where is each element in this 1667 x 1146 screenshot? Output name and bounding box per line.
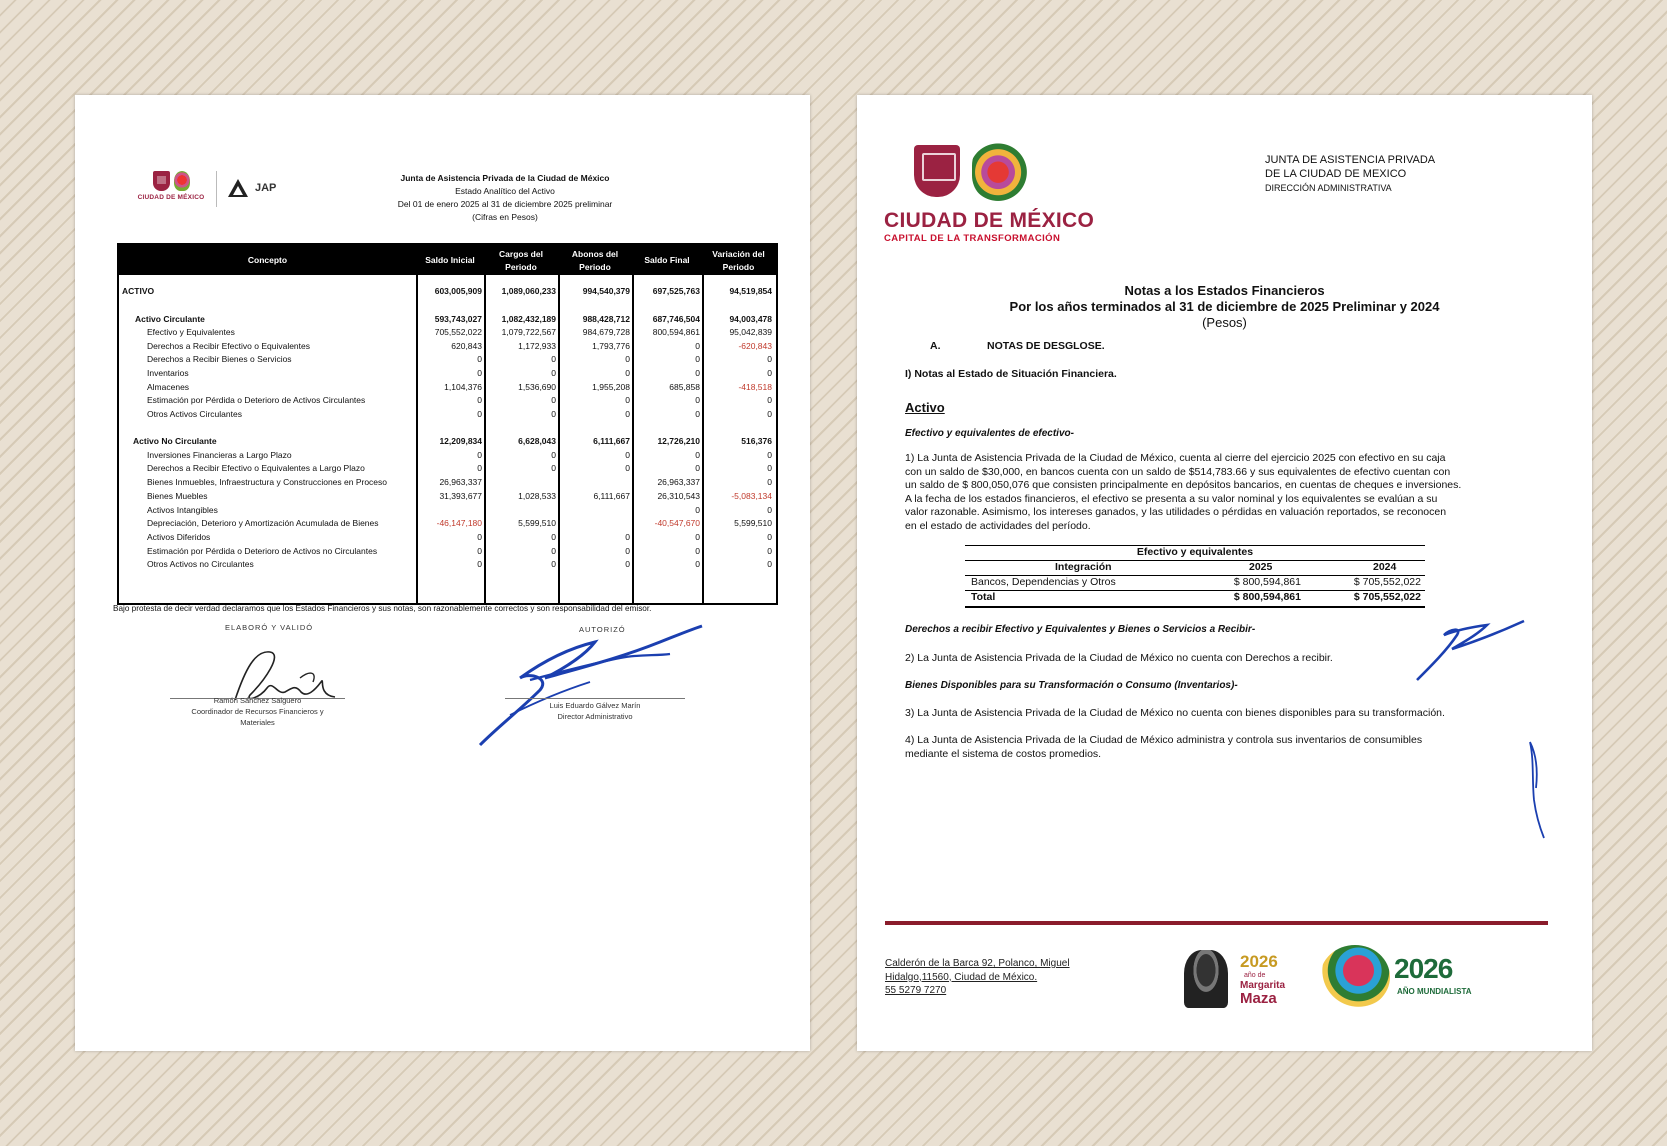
col-saldo-final: Saldo Final — [644, 255, 690, 265]
sig-right-block — [505, 700, 685, 722]
row-label: Estimación por Pérdida o Deterioro de Activos no Circulantes — [147, 546, 378, 556]
cdmx-logo-label: CIUDAD DE MÉXICO — [137, 194, 205, 201]
notes-title-line3: (Pesos) — [1202, 315, 1247, 330]
paragraph-4-line: mediante el sistema de costos promedios. — [905, 747, 1102, 760]
row-label: Derechos a Recibir Efectivo o Equivalentes a Largo Plazo — [147, 463, 365, 473]
cdmx-shield-icon — [153, 171, 170, 191]
cell-saldo-final: 0 — [695, 559, 700, 569]
cell-cargos: 0 — [551, 354, 556, 364]
phone-number: 55 5279 7270 — [885, 985, 947, 996]
eq-row-label: Bancos, Dependencias y Otros — [971, 576, 1116, 588]
cell-saldo-inicial: 0 — [477, 532, 482, 542]
cell-variacion: 0 — [767, 463, 772, 473]
cell-variacion: 0 — [767, 409, 772, 419]
maza-name-last: Maza — [1240, 990, 1277, 1007]
column-divider — [416, 245, 418, 603]
cell-saldo-inicial: 0 — [477, 463, 482, 473]
eq-total-row — [965, 591, 1425, 605]
row-label: Inversiones Financieras a Largo Plazo — [147, 450, 292, 460]
cell-abonos: 0 — [625, 559, 630, 569]
sig-right-role: Director Administrativo — [557, 712, 633, 721]
eq-header-row — [965, 561, 1425, 575]
cdmx-logo — [137, 171, 205, 201]
footer-address — [885, 957, 1070, 998]
cell-saldo-inicial: 0 — [477, 450, 482, 460]
cell-abonos: 0 — [625, 354, 630, 364]
eq-total-label: Total — [971, 591, 996, 603]
cdmx-logo-subtitle: CAPITAL DE LA TRANSFORMACIÓN — [884, 233, 1061, 244]
efectivo-heading: Efectivo y equivalentes de efectivo- — [905, 428, 1074, 439]
cell-saldo-final: 0 — [695, 450, 700, 460]
sig-left-title: ELABORÓ Y VALIDÓ — [225, 623, 314, 632]
jap-logo-label: JAP — [255, 182, 277, 194]
col-variacion-line2: Periodo — [722, 261, 755, 272]
paragraph-1 — [905, 452, 1527, 533]
paragraph-1-line: con un saldo de $30,000, en bancos cuenta con un saldo de $514,783.66 y sus equivalentes de efectivo cuentan con — [905, 465, 1451, 478]
paragraph-1-line: A la fecha de los estados financieros, el efectivo se presenta a su valor nominal y los equivalentes se evalúan a su — [905, 492, 1438, 505]
maza-name-first: Margarita — [1240, 980, 1286, 991]
paragraph-1-line: un saldo de $ 800,050,076 que consisten principalmente en depósitos bancarios, en cuentas de cheques e inversiones. — [905, 479, 1462, 491]
maza-sub: año de — [1244, 972, 1266, 979]
cell-saldo-inicial: 0 — [477, 354, 482, 364]
maza-year: 2026 — [1240, 952, 1278, 971]
table-rule — [965, 606, 1425, 608]
row-label: Activo Circulante — [135, 314, 205, 324]
eq-row-2024: $ 705,552,022 — [1353, 576, 1421, 588]
cell-saldo-inicial: 31,393,677 — [439, 491, 482, 501]
cell-cargos: 0 — [551, 463, 556, 473]
cell-cargos: 1,536,690 — [518, 382, 556, 392]
column-divider — [632, 245, 634, 603]
sig-left-role-line1: Coordinador de Recursos Financieros y — [191, 707, 324, 716]
cell-variacion: 5,599,510 — [734, 518, 772, 528]
cell-abonos: 984,679,728 — [582, 327, 630, 337]
cell-cargos: 0 — [551, 395, 556, 405]
derechos-heading: Derechos a recibir Efectivo y Equivalentes y Bienes o Servicios a Recibir- — [905, 624, 1256, 635]
eq-total-2025: $ 800,594,861 — [1233, 591, 1301, 603]
notes-title-line2: Por los años terminados al 31 de diciembre de 2025 Preliminar y 2024 — [1009, 299, 1440, 314]
cell-saldo-inicial: 705,552,022 — [434, 327, 482, 337]
eq-header-2024: 2024 — [1373, 561, 1397, 573]
cell-saldo-inicial: 0 — [477, 409, 482, 419]
cell-variacion: 0 — [767, 477, 772, 487]
row-label: Derechos a Recibir Efectivo o Equivalentes — [147, 341, 310, 351]
row-label: ACTIVO — [122, 286, 155, 296]
cell-cargos: 1,079,722,567 — [501, 327, 556, 337]
cell-abonos: 0 — [625, 368, 630, 378]
sig-left-role-line2: Materiales — [240, 718, 275, 727]
cell-cargos: 1,082,432,189 — [501, 314, 556, 324]
cell-cargos: 0 — [551, 450, 556, 460]
mundialista-logo — [1320, 945, 1495, 1009]
row-label: Bienes Muebles — [147, 491, 208, 501]
cell-abonos: 0 — [625, 450, 630, 460]
signature-right — [470, 620, 710, 750]
cell-abonos: 1,793,776 — [592, 341, 630, 351]
paragraph-1-line: en el estado de actividades del período. — [905, 519, 1091, 532]
cell-abonos: 6,111,667 — [593, 436, 630, 446]
cell-saldo-inicial: 603,005,909 — [434, 286, 482, 296]
row-label: Inventarios — [147, 368, 189, 378]
notes-title — [857, 283, 1592, 331]
cell-saldo-inicial: 1,104,376 — [444, 382, 482, 392]
cell-saldo-inicial: 620,843 — [451, 341, 482, 351]
cell-saldo-final: -40,547,670 — [654, 518, 700, 528]
cell-abonos: 0 — [625, 546, 630, 556]
mundial-sub: AÑO MUNDIALISTA — [1397, 987, 1472, 996]
jap-triangle-icon — [227, 178, 249, 198]
estado-analitico-page — [75, 95, 810, 1051]
cell-saldo-final: 0 — [695, 395, 700, 405]
col-saldo-inicial: Saldo Inicial — [425, 255, 475, 265]
col-abonos-line1: Abonos del — [571, 248, 619, 259]
cell-saldo-final: 800,594,861 — [652, 327, 700, 337]
row-label: Activos Intangibles — [147, 505, 218, 515]
cdmx-heart-icon — [174, 171, 190, 191]
initials-signature — [1412, 615, 1532, 685]
cell-saldo-final: 0 — [695, 409, 700, 419]
cell-variacion: 0 — [767, 354, 772, 364]
org-line2: DE LA CIUDAD DE MEXICO — [1265, 168, 1407, 180]
cell-variacion: 0 — [767, 559, 772, 569]
cell-variacion: 0 — [767, 546, 772, 556]
cell-cargos: 0 — [551, 546, 556, 556]
cell-saldo-final: 0 — [695, 368, 700, 378]
jap-logo — [227, 178, 276, 198]
cell-cargos: 0 — [551, 409, 556, 419]
address-line2: Hidalgo,11560, Ciudad de México. — [885, 971, 1038, 983]
cell-cargos: 0 — [551, 532, 556, 542]
cell-abonos: 0 — [625, 395, 630, 405]
subsection-title: I) Notas al Estado de Situación Financiera. — [905, 368, 1117, 380]
sig-left-name: Ramón Sánchez Salguero — [213, 696, 302, 705]
cell-saldo-final: 0 — [695, 463, 700, 473]
section-title: NOTAS DE DESGLOSE. — [987, 340, 1105, 352]
cell-saldo-final: 687,746,504 — [652, 314, 700, 324]
row-label: Estimación por Pérdida o Deterioro de Activos Circulantes — [147, 395, 366, 405]
cell-abonos: 0 — [625, 532, 630, 542]
cell-abonos: 994,540,379 — [582, 286, 630, 296]
row-label: Almacenes — [147, 382, 190, 392]
cell-saldo-final: 12,726,210 — [657, 436, 700, 446]
cell-variacion: 0 — [767, 505, 772, 515]
cell-variacion: 516,376 — [741, 436, 772, 446]
cell-saldo-final: 697,525,763 — [652, 286, 700, 296]
paragraph-1-line: 1) La Junta de Asistencia Privada de la Ciudad de México, cuenta al cierre del ejercicio 2025 con efectivo en su caja — [905, 452, 1446, 464]
report-header — [375, 172, 635, 224]
portrait-icon — [1184, 950, 1228, 1008]
cell-variacion: -418,518 — [738, 382, 772, 392]
row-label: Efectivo y Equivalentes — [147, 327, 235, 337]
footer-rule — [885, 921, 1548, 925]
row-label: Bienes Inmuebles, Infraestructura y Construcciones en Proceso — [147, 477, 388, 487]
cell-variacion: -5,083,134 — [731, 491, 772, 501]
paragraph-2: 2) La Junta de Asistencia Privada de la Ciudad de México no cuenta con Derechos a recibir. — [905, 652, 1333, 664]
cell-abonos: 988,428,712 — [582, 314, 630, 324]
cell-saldo-inicial: 0 — [477, 546, 482, 556]
cell-cargos: 1,172,933 — [518, 341, 556, 351]
logo-divider — [216, 171, 217, 207]
section-letter: A. — [930, 340, 941, 352]
row-label: Otros Activos Circulantes — [147, 409, 242, 419]
mascot-icon — [1320, 945, 1390, 1009]
paragraph-4 — [905, 734, 1527, 761]
eq-header-integracion: Integración — [1055, 561, 1112, 573]
cell-saldo-final: 0 — [695, 546, 700, 556]
row-label: Activos Diferidos — [147, 532, 211, 542]
cell-variacion: 0 — [767, 368, 772, 378]
row-label: Otros Activos no Circulantes — [147, 559, 254, 569]
cell-cargos: 1,089,060,233 — [501, 286, 556, 296]
cell-abonos: 6,111,667 — [593, 491, 630, 501]
cell-variacion: 0 — [767, 450, 772, 460]
col-concepto: Concepto — [247, 255, 288, 265]
cell-saldo-final: 0 — [695, 505, 700, 515]
report-period: Del 01 de enero 2025 al 31 de diciembre 2025 preliminar — [397, 199, 613, 209]
eq-title-row — [965, 546, 1425, 560]
eq-title: Efectivo y equivalentes — [1136, 546, 1254, 558]
row-label: Derechos a Recibir Bienes o Servicios — [147, 354, 292, 364]
margarita-maza-logo — [1184, 950, 1284, 1010]
cell-cargos: 0 — [551, 559, 556, 569]
cell-saldo-inicial: 0 — [477, 368, 482, 378]
cell-cargos: 5,599,510 — [518, 518, 556, 528]
cell-saldo-inicial: 593,743,027 — [434, 314, 482, 324]
column-divider — [702, 245, 704, 603]
paragraph-3: 3) La Junta de Asistencia Privada de la Ciudad de México no cuenta con bienes disponibles para su transformación. — [905, 707, 1445, 719]
cell-variacion: 0 — [767, 532, 772, 542]
cell-variacion: 94,519,854 — [729, 286, 772, 296]
cell-cargos: 6,628,043 — [518, 436, 556, 446]
row-label: Activo No Circulante — [133, 436, 217, 446]
org-header — [1265, 153, 1435, 195]
cell-saldo-final: 685,858 — [669, 382, 700, 392]
cell-abonos: 0 — [625, 463, 630, 473]
cell-cargos: 0 — [551, 368, 556, 378]
cell-variacion: 95,042,839 — [729, 327, 772, 337]
cdmx-logo-large — [884, 145, 1095, 244]
eq-data-row — [965, 576, 1425, 590]
eq-total-2024: $ 705,552,022 — [1353, 591, 1421, 603]
col-variacion-line1: Variación del — [712, 248, 765, 259]
column-divider — [558, 245, 560, 603]
cell-saldo-final: 26,310,543 — [657, 491, 700, 501]
report-org: Junta de Asistencia Privada de la Ciudad de México — [400, 173, 610, 183]
mundial-year: 2026 — [1394, 953, 1453, 984]
cell-cargos: 1,028,533 — [518, 491, 556, 501]
address-line1: Calderón de la Barca 92, Polanco, Miguel — [885, 958, 1070, 969]
cell-abonos: 0 — [625, 409, 630, 419]
cdmx-shield-icon — [914, 145, 960, 197]
report-title: Estado Analítico del Activo — [455, 186, 555, 196]
cell-saldo-inicial: -46,147,180 — [436, 518, 482, 528]
cell-variacion: -620,843 — [738, 341, 772, 351]
cell-saldo-inicial: 12,209,834 — [439, 436, 482, 446]
col-cargos-line2: Periodo — [505, 261, 537, 272]
cell-abonos: 1,955,208 — [592, 382, 630, 392]
cell-saldo-inicial: 0 — [477, 395, 482, 405]
cell-saldo-inicial: 0 — [477, 559, 482, 569]
paragraph-1-line: valor razonable. Asimismo, los intereses ganados, y las utilidades o pérdidas en valuación reportados, se reconocen — [905, 506, 1447, 518]
org-line3: DIRECCIÓN ADMINISTRATIVA — [1265, 183, 1392, 193]
row-label: Depreciación, Deterioro y Amortización Acumulada de Bienes — [147, 518, 379, 528]
sig-right-line — [505, 698, 685, 699]
col-abonos-line2: Periodo — [579, 261, 611, 272]
cell-saldo-final: 0 — [695, 341, 700, 351]
column-divider — [484, 245, 486, 603]
cell-saldo-final: 0 — [695, 354, 700, 364]
cell-saldo-final: 26,963,337 — [657, 477, 700, 487]
activo-table — [117, 243, 778, 605]
paragraph-4-line: 4) La Junta de Asistencia Privada de la Ciudad de México administra y controla sus inventarios de consumibles — [905, 734, 1423, 746]
cdmx-heart-icon — [972, 137, 1030, 201]
sig-right-name: Luis Eduardo Gálvez Marín — [549, 701, 641, 710]
sig-right-title: AUTORIZÓ — [579, 625, 626, 634]
notes-title-line1: Notas a los Estados Financieros — [1124, 283, 1325, 298]
cell-saldo-inicial: 26,963,337 — [439, 477, 482, 487]
sig-left-block — [170, 695, 345, 728]
cell-variacion: 94,003,478 — [729, 314, 772, 324]
disclaimer-text: Bajo protesta de decir verdad declaramos que los Estados Financieros y sus notas, son razonablemente correctos y son responsabilidad del emisor. — [113, 604, 652, 613]
cdmx-logo-title: CIUDAD DE MÉXICO — [884, 209, 1095, 232]
eq-row-2025: $ 800,594,861 — [1233, 576, 1301, 588]
report-units: (Cifras en Pesos) — [472, 212, 538, 222]
eq-header-2025: 2025 — [1249, 561, 1273, 573]
bienes-heading: Bienes Disponibles para su Transformación o Consumo (Inventarios)- — [905, 680, 1238, 691]
org-line1: JUNTA DE ASISTENCIA PRIVADA — [1265, 154, 1436, 166]
initial-mark — [1522, 740, 1552, 840]
activo-heading: Activo — [905, 400, 945, 415]
cell-saldo-final: 0 — [695, 532, 700, 542]
notas-estados-financieros-page — [857, 95, 1592, 1051]
col-cargos-line1: Cargos del — [499, 248, 543, 259]
cell-variacion: 0 — [767, 395, 772, 405]
